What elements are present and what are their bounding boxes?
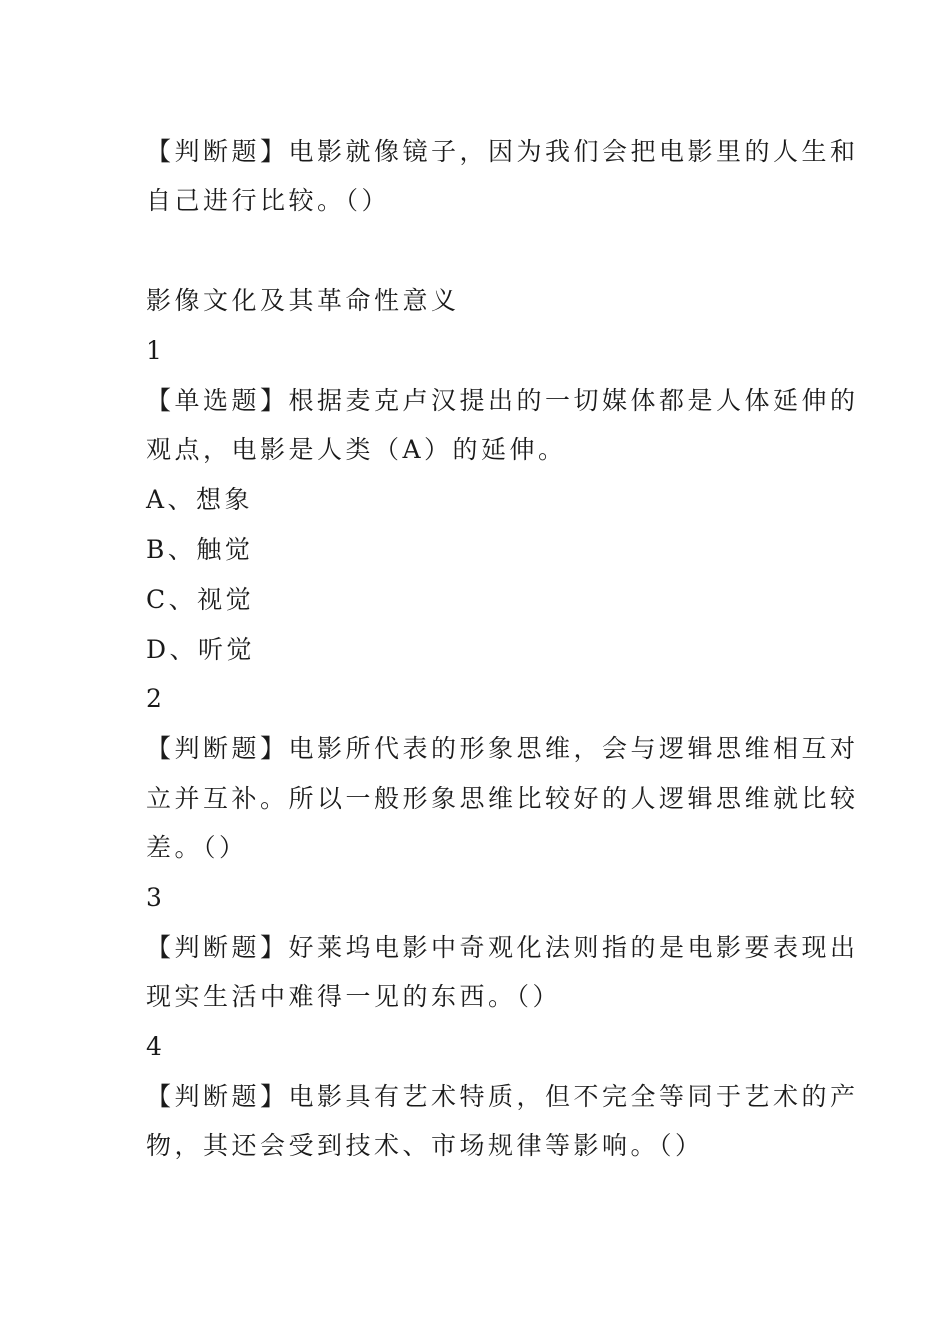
question-4-line-1: 【判断题】电影具有艺术特质，但不完全等同于艺术的产 <box>146 1082 859 1111</box>
question-1-option-b: B、触觉 <box>146 535 254 564</box>
question-1-option-c: C、视觉 <box>146 585 255 614</box>
question-4-line-2: 物，其还会受到技术、市场规律等影响。（） <box>146 1131 704 1160</box>
question-1-line-1: 【单选题】根据麦克卢汉提出的一切媒体都是人体延伸的 <box>146 386 859 415</box>
question-1-number: 1 <box>146 336 166 365</box>
question-3-line-2: 现实生活中难得一见的东西。（） <box>146 982 562 1011</box>
question-4-number: 4 <box>146 1032 166 1061</box>
question-1-option-a: A、想象 <box>146 485 254 514</box>
question-3-number: 3 <box>146 883 166 912</box>
section-title: 影像文化及其革命性意义 <box>146 286 460 315</box>
question-2-line-2: 立并互补。所以一般形象思维比较好的人逻辑思维就比较 <box>146 784 859 813</box>
intro-question-line-2: 自己进行比较。（） <box>146 186 391 215</box>
question-2-line-3: 差。（） <box>146 833 248 862</box>
question-2-line-1: 【判断题】电影所代表的形象思维，会与逻辑思维相互对 <box>146 734 859 763</box>
question-1-option-d: D、听觉 <box>146 635 256 664</box>
question-1-line-2: 观点，电影是人类（A）的延伸。 <box>146 435 567 464</box>
question-2-number: 2 <box>146 684 166 713</box>
intro-question-line-1: 【判断题】电影就像镜子，因为我们会把电影里的人生和 <box>146 137 859 166</box>
question-3-line-1: 【判断题】好莱坞电影中奇观化法则指的是电影要表现出 <box>146 933 859 962</box>
